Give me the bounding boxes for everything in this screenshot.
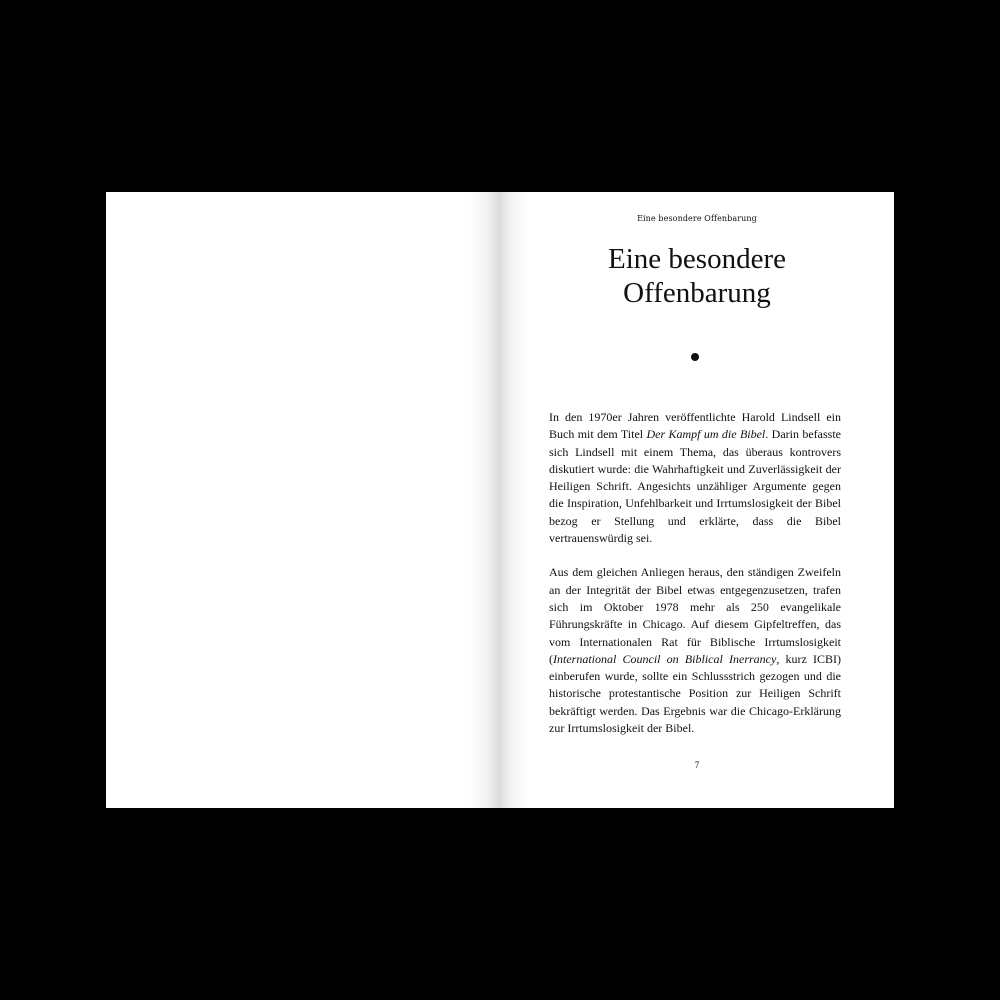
paragraph-1-text-b: . Darin befasste sich Lindsell mit einem Thema, das überaus kontrovers diskutiert wurde: die Wahrhaftigkeit und Zuverlässigkeit der Heiligen Schrift. Angesichts unzähliger Argumente gegen die Inspiration, Unfehlbarkeit und Irrtumslosigkeit der Bibel bezog er Stellung und erklärte, dass die Bibel vertrauenswürdig sei.	[549, 427, 841, 546]
paragraph-2-text-b: , kurz ICBI) einberufen wurde, sollte ein Schlussstrich gezogen und die historische protestantische Position zur Heiligen Schrift bekräftigt werden. Das Ergebnis war die Chicago-Erklärung zur Irrtumslosigkeit der Bibel.	[549, 651, 841, 736]
chapter-title-line-1: Eine besondere	[608, 243, 786, 275]
book-spread	[106, 192, 894, 808]
running-head: Eine besondere Offenbarung	[637, 214, 757, 223]
organization-name-italic: International Council on Biblical Inerrancy	[553, 651, 777, 666]
paragraph-1-text-a: In den 1970er Jahren veröffentlichte Harold Lindsell ein Buch mit dem Titel	[549, 410, 841, 442]
book-title-italic: Der Kampf um die Bibel	[646, 427, 766, 442]
left-page-blank	[106, 192, 500, 808]
chapter-title	[500, 242, 894, 310]
paragraph-2-text-a: Aus dem gleichen Anliegen heraus, den ständigen Zweifeln an der Integrität der Bibel etwas entgegenzusetzen, trafen sich im Oktober 1978 mehr als 250 evangelikale Führungskräfte in Chicago. Auf diesem Gipfeltreffen, das vom Internationalen Rat für Biblische Irrtumslosigkeit (	[549, 565, 841, 666]
page-number: 7	[694, 760, 700, 770]
body-text	[549, 409, 841, 754]
paragraph-2	[549, 564, 841, 737]
right-page	[500, 192, 894, 808]
chapter-title-line-2: Offenbarung	[623, 277, 771, 309]
paragraph-1	[549, 409, 841, 547]
ornament-bullet	[691, 353, 699, 361]
